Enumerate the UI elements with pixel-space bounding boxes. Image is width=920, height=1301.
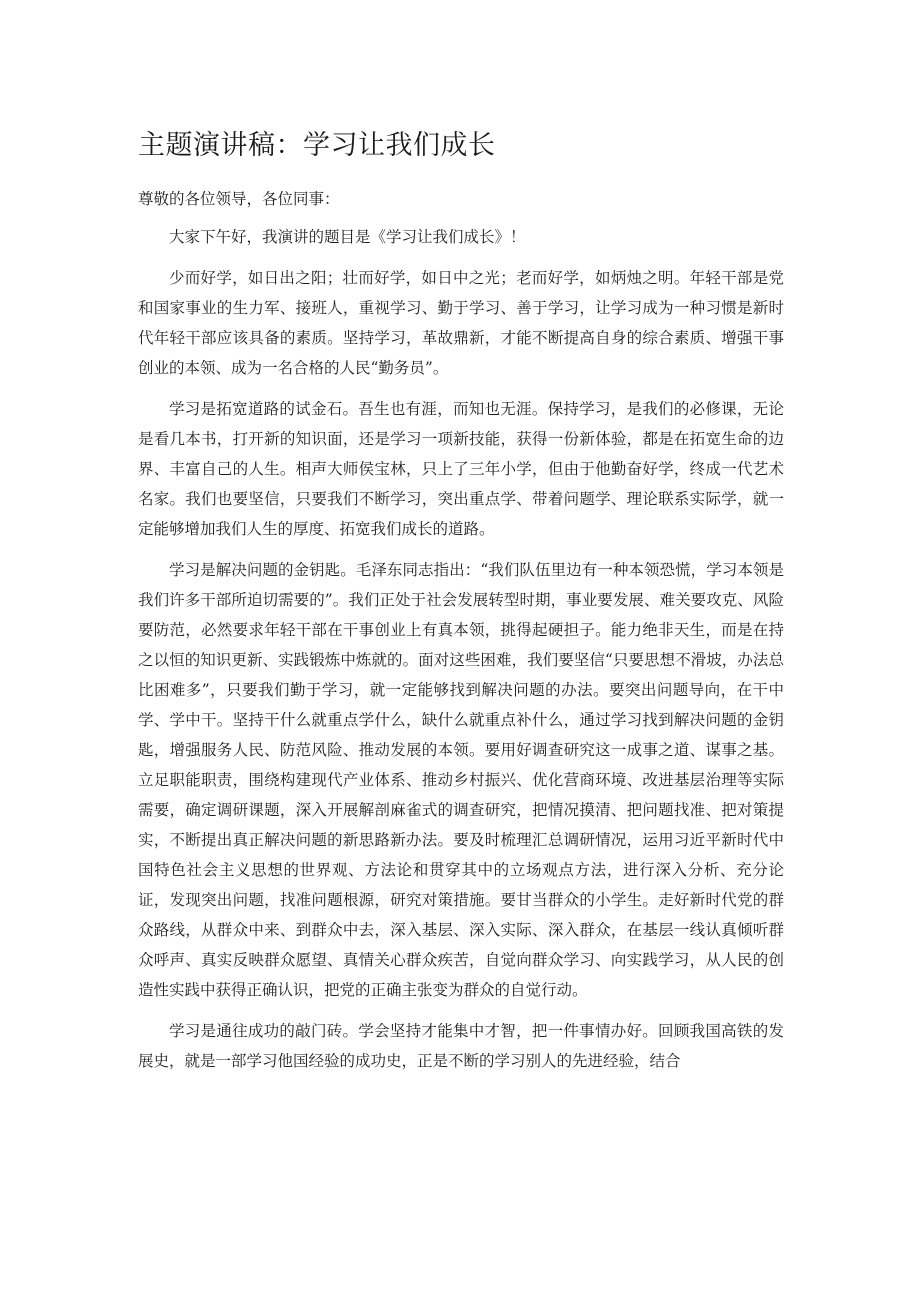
paragraph-solve-problems: 学习是解决问题的金钥匙。毛泽东同志指出：“我们队伍里边有一种本领恐慌，学习本领是我们许多干部所迫切需要的”。我们正处于社会发展转型时期，事业要发展、难关要攻克、风险要防范，必然要求年轻干部在干事创业上有真本领，挑得起硬担子。能力绝非天生，而是在持之以恒的知识更新、实践锻炼中炼就的。面对这些困难，我们要坚信“只要思想不滑坡，办法总比困难多”，只要我们勤于学习，就一定能够找到解决问题的办法。要突出问题导向，在干中学、学中干。坚持干什么就重点学什么，缺什么就重点补什么，通过学习找到解决问题的金钥匙，增强服务人民、防范风险、推动发展的本领。要用好调查研究这一成事之道、谋事之基。立足职能职责，围绕构建现代产业体系、推动乡村振兴、优化营商环境、改进基层治理等实际需要，确定调研课题，深入开展解剖麻雀式的调查研究，把情况摸清、把问题找准、把对策提实，不断提出真正解决问题的新思路新办法。要及时梳理汇总调研情况，运用习近平新时代中国特色社会主义思想的世界观、方法论和贯穿其中的立场观点方法，进行深入分析、充分论证，发现突出问题，找准问题根源，研究对策措施。要甘当群众的小学生。走好新时代党的群众路线，从群众中来、到群众中去，深入基层、深入实际、深入群众，在基层一线认真倾听群众呼声、真实反映群众愿望、真情关心群众疾苦，自觉向群众学习、向实践学习，从人民的创造性实践中获得正确认识，把党的正确主张变为群众的自觉行动。 [138, 561, 784, 999]
paragraph-greeting: 大家下午好，我演讲的题目是《学习让我们成长》！ [169, 228, 526, 246]
document-title: 主题演讲稿：学习让我们成长 [138, 130, 496, 161]
salutation: 尊敬的各位领导，各位同事： [138, 190, 340, 208]
paragraph-broaden-path: 学习是拓宽道路的试金石。吾生也有涯，而知也无涯。保持学习，是我们的必修课，无论是看几本书，打开新的知识面，还是学习一项新技能，获得一份新体验，都是在拓宽生命的边界、丰富自己的人生。相声大师侯宝林，只上了三年小学，但由于他勤奋好学，终成一代艺术名家。我们也要坚信，只要我们不断学习，突出重点学、带着问题学、理论联系实际学，就一定能够增加我们人生的厚度、拓宽我们成长的道路。 [138, 400, 784, 538]
paragraph-intro: 少而好学，如日出之阳；壮而好学，如日中之光；老而好学，如炳烛之明。年轻干部是党和国家事业的生力军、接班人，重视学习、勤于学习、善于学习，让学习成为一种习惯是新时代年轻干部应该具备的素质。坚持学习，革故鼎新，才能不断提高自身的综合素质、增强干事创业的本领、成为一名合格的人民“勤务员”。 [138, 269, 784, 377]
paragraph-success: 学习是通往成功的敲门砖。学会坚持才能集中才智，把一件事情办好。回顾我国高铁的发展史，就是一部学习他国经验的成功史，正是不断的学习别人的先进经验，结合 [138, 1022, 784, 1070]
document-body [138, 128, 784, 1087]
